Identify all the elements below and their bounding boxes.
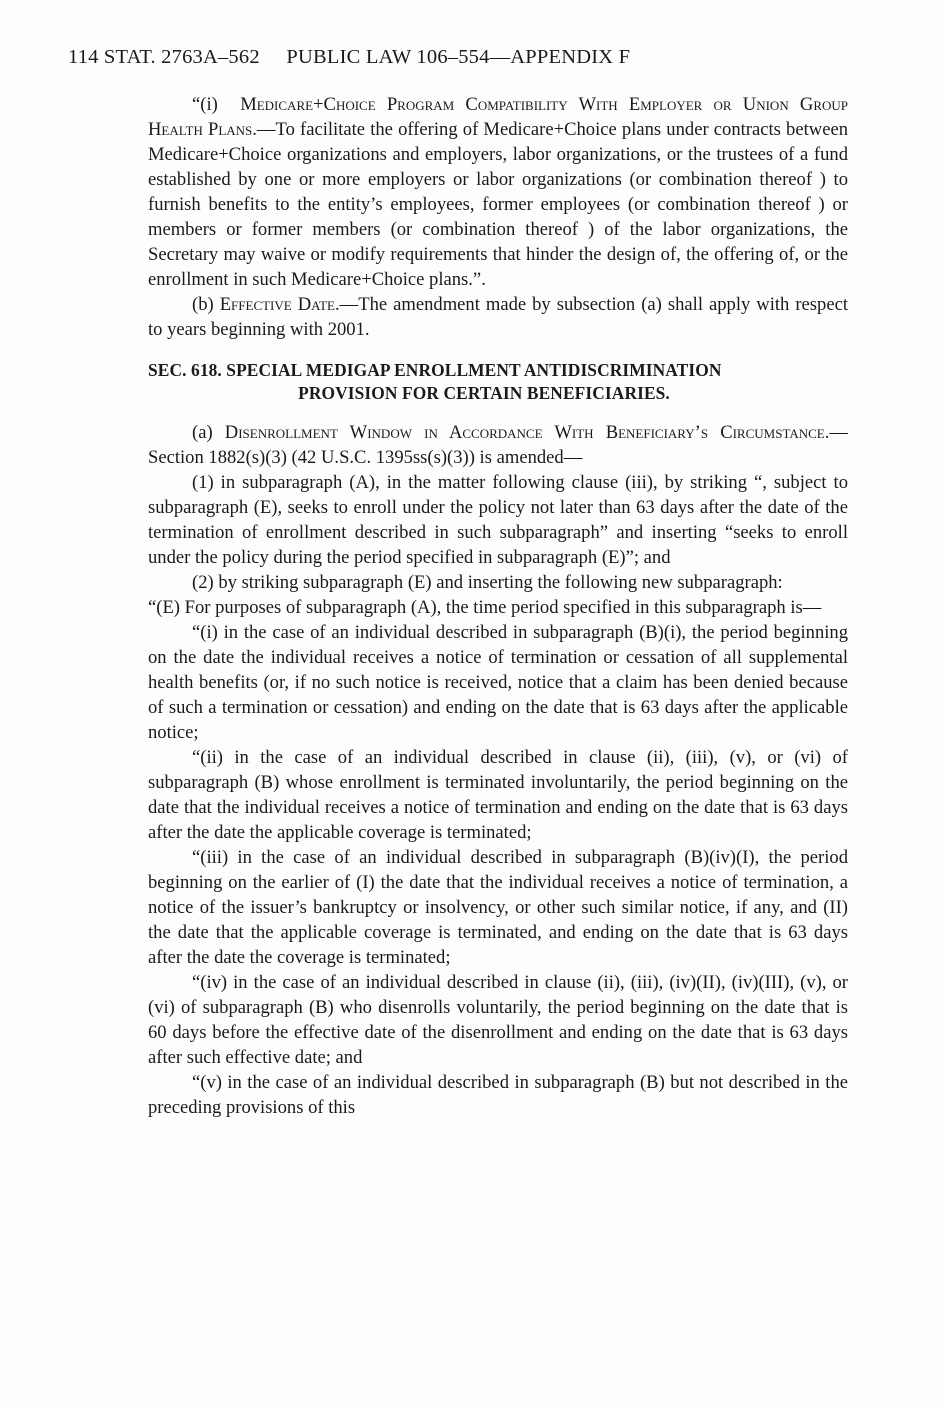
subsection-label-b: (b) [192,294,214,315]
paragraph-2-amendment: (2) by striking subparagraph (E) and inserting the following new subparagraph: [192,571,783,593]
heading-caps-effective-date: Effective Date [219,294,335,315]
paragraph-b-text: .—The amendment made by subsection (a) shall apply with respect to years beginning with 2001. [148,294,848,340]
subsection-label-a: (a) [192,421,213,443]
paragraph-1-amendment: (1) in subparagraph (A), in the matter following clause (iii), by striking “, subject to subparagraph (E), seeks to enroll under the policy not later than 63 days after the date of the termination of enrollment described in such subparagraph” and inserting “seeks to enroll under the policy during the period specified in subparagraph (E)”; and [148,471,848,568]
paragraph-b-effective-date [148,292,848,342]
page-header [68,46,878,69]
paragraph-i-program-compatibility [148,92,848,292]
document-body [148,92,848,1120]
clause-v-period: “(v) in the case of an individual described in subparagraph (B) but not described in the preceding provisions of this [148,1071,848,1118]
clause-iii-period: “(iii) in the case of an individual described in subparagraph (B)(iv)(I), the period beginning on the earlier of (I) the date that the individual receives a notice of termination, a notice of the issuer’s bankruptcy or insolvency, or other such similar notice, if any, and (II) the date that the applicable coverage is terminated, and ending on the date that is 63 days after the date the coverage is terminated; [148,846,848,968]
header-statute-number: 114 STAT. 2763A–562 [68,46,260,68]
clause-iv-period: “(iv) in the case of an individual described in clause (ii), (iii), (iv)(II), (iv)(III), (v), or (vi) of subparagraph (B) who disenrolls voluntarily, the period beginning on the date that is 60 days before the effective date of the disenrollment and ending on the date that is 63 days after such effective date; and [148,971,848,1068]
paragraph-i-text: .—To facilitate the offering of Medicare+Choice plans under contracts between Medicare+Choice organizations and employers, labor organizations, or the trustees of a fund established by one or more employers or labor organizations (or combination thereof ) to furnish benefits to the entity’s employees, former employees (or combination thereof ) or members or former members (or combination thereof ) of the labor organizations, the Secretary may waive or modify requirements that hinder the design of, the offering of, or the enrollment in such Medicare+Choice plans.”. [148,119,848,290]
header-public-law: PUBLIC LAW 106–554—APPENDIX F [286,46,631,68]
heading-caps-disenrollment-window: Disenrollment Window in Accordance With Beneficiary’s Circumstance [224,421,825,443]
clause-label-i: “(i) [192,94,218,115]
heading-caps-program-compatibility: Medicare+Choice Program Compatibility With Employer or Union Group Health Plans [148,94,848,140]
section-heading-line-2: PROVISION FOR CERTAIN BENEFICIARIES. [298,383,670,404]
paragraph-a-text: .—Section 1882(s)(3) (42 U.S.C. 1395ss(s)(3)) is amended— [148,421,848,468]
clause-ii-period: “(ii) in the case of an individual described in clause (ii), (iii), (v), or (vi) of subparagraph (B) whose enrollment is terminated involuntarily, the period beginning on the date that the individual receives a notice of termination and ending on the date that is 63 days after the date the applicable coverage is terminated; [148,746,848,843]
section-heading [148,359,848,406]
section-heading-line-1: SEC. 618. SPECIAL MEDIGAP ENROLLMENT ANTIDISCRIMINATION [148,360,722,380]
paragraph-a-disenrollment-window [148,420,848,470]
clause-i-period: “(i) in the case of an individual described in subparagraph (B)(i), the period beginning on the date the individual receives a notice of termination or cessation of all supplemental health benefits (or, if no such notice is received, notice that a claim has been denied because of such a termination or cessation) and ending on the date that is 63 days after the applicable notice; [148,621,848,743]
paragraph-E-intro: “(E) For purposes of subparagraph (A), the time period specified in this subparagraph is— [148,596,822,618]
